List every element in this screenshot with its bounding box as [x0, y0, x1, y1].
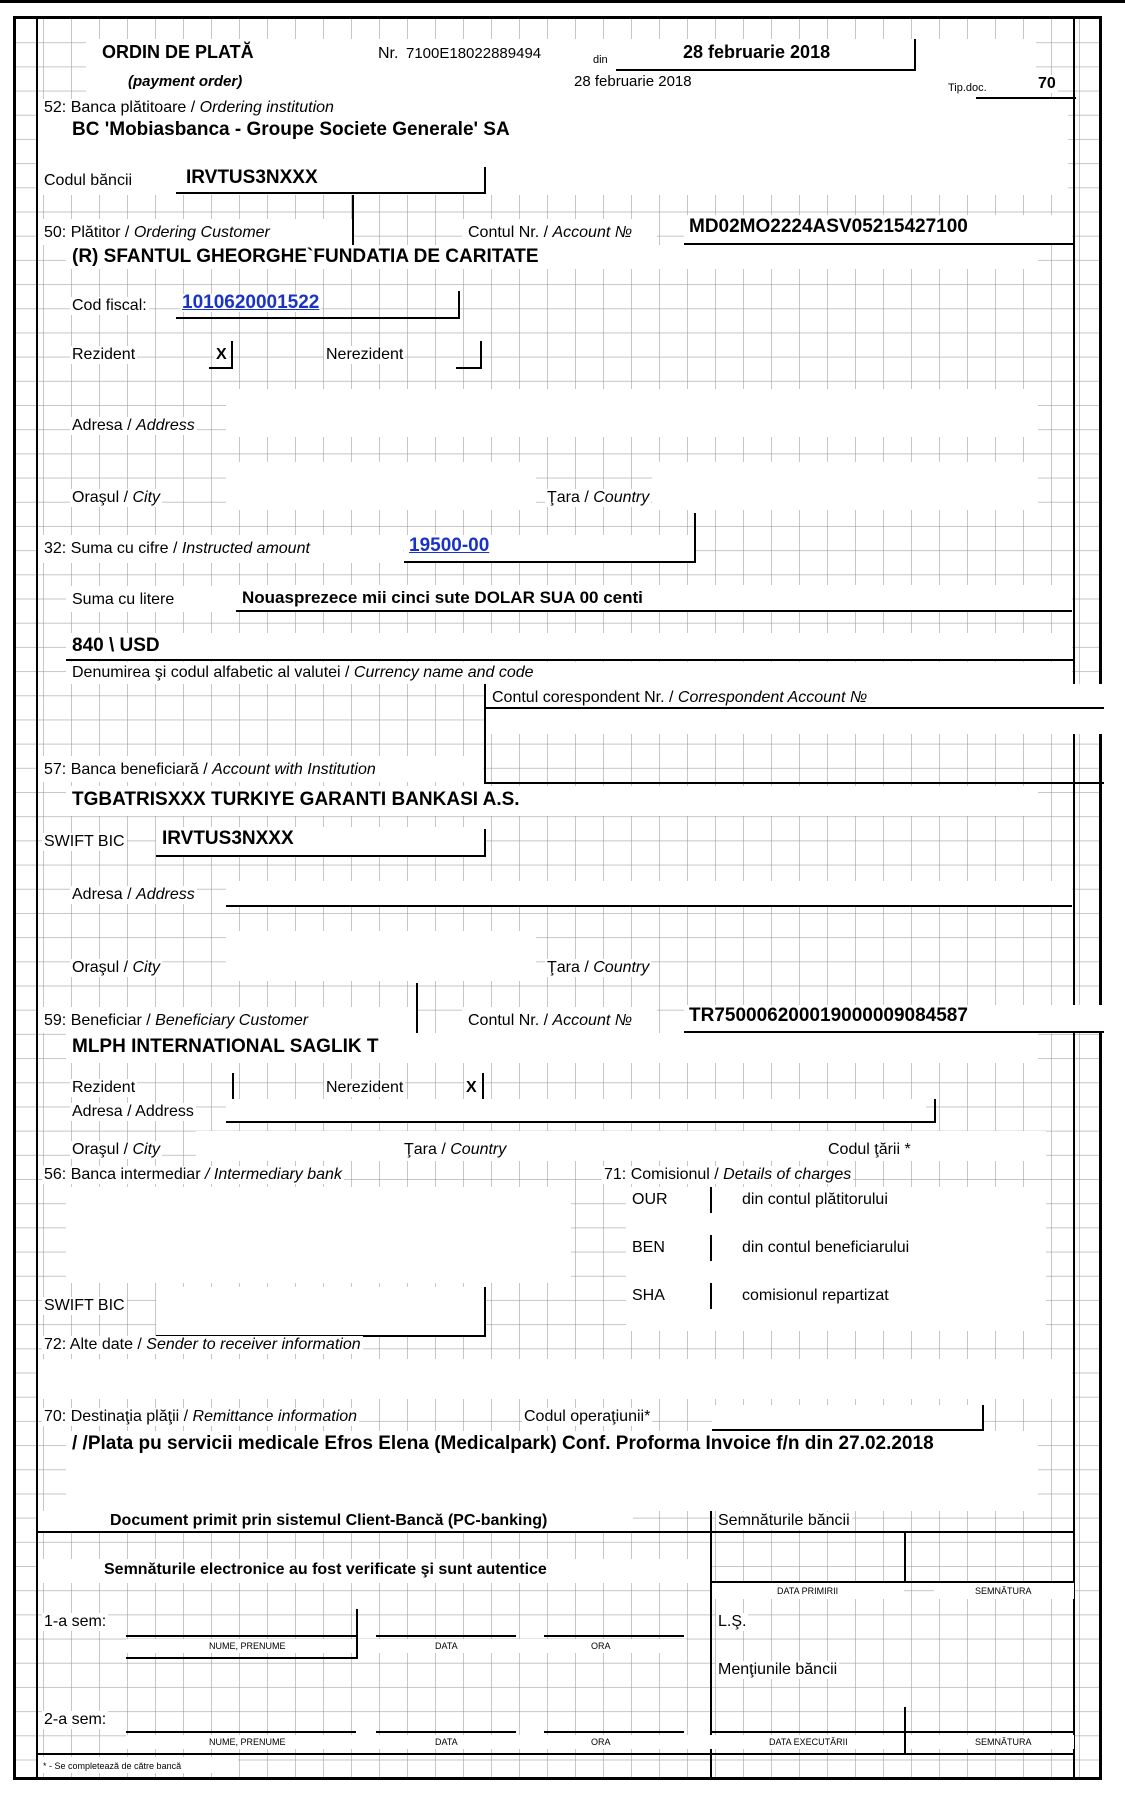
- amount-words-underline: [236, 610, 1072, 612]
- ben-city-label: Oraşul / City: [72, 1141, 161, 1158]
- payer-account-label: Contul Nr. / Account №: [468, 224, 633, 241]
- intermediary-label: 56: Banca intermediar / Intermediary bank: [44, 1166, 342, 1183]
- nr-value: 7100E18022889494: [406, 45, 542, 62]
- ben-swift-underline: [156, 855, 486, 857]
- tipdoc-label: Tip.doc.: [946, 79, 989, 97]
- charge-our-box[interactable]: [710, 1187, 712, 1213]
- ben-bank-address-label: Adresa / Address: [72, 886, 195, 903]
- date-box-right: [914, 39, 916, 69]
- fiscal-label: Cod fiscal:: [72, 297, 147, 314]
- date-received-label: DATA PRIMIRII: [777, 1586, 839, 1596]
- signature-label-1: SEMNĂTURA: [975, 1586, 1032, 1596]
- currency-value: 840 \ USD: [72, 635, 160, 656]
- exec-date-label: DATA EXECUTĂRII: [769, 1737, 848, 1747]
- form-subtitle: (payment order): [128, 73, 243, 90]
- payer-city-field[interactable]: [226, 462, 536, 510]
- corr-account-left: [484, 684, 486, 784]
- other-info-field[interactable]: [38, 1359, 1072, 1399]
- payment-order-form: [13, 16, 1102, 1780]
- beneficiary-bank-name: TGBATRISXXX TURKIYE GARANTI BANKASI A.S.: [72, 789, 520, 810]
- sem1-label: 1-a sem:: [44, 1613, 107, 1630]
- sem1-box-right: [356, 1609, 358, 1659]
- sig-note: Semnăturile electronice au fost verificate şi sunt autentice: [104, 1561, 547, 1578]
- ben-address-box-right: [934, 1099, 936, 1123]
- ben-bank-address-field[interactable]: [226, 881, 1072, 905]
- payer-label: 50: Plătitor / Ordering Customer: [44, 224, 270, 241]
- exec-col-div: [904, 1707, 906, 1753]
- date-small: 28 februarie 2018: [574, 73, 692, 90]
- sem1-box-bottom: [126, 1657, 356, 1659]
- charge-ben-text: din contul beneficiarului: [742, 1239, 910, 1256]
- currency-label: Denumirea şi codul alfabetic al valutei / Currency name and code: [72, 664, 534, 681]
- ben-swift-label: SWIFT BIC: [44, 833, 125, 850]
- ben-address-field[interactable]: [226, 1099, 926, 1121]
- charge-sha-text: comisionul repartizat: [742, 1287, 889, 1304]
- form-title: ORDIN DE PLATĂ: [102, 42, 254, 62]
- sem1-date-line[interactable]: [376, 1635, 516, 1637]
- ordering-bank-name: BC 'Mobiasbanca - Groupe Societe Generale' SA: [72, 119, 510, 140]
- payer-resident-check[interactable]: X: [216, 346, 227, 363]
- sem1-name-col: NUME, PRENUME: [209, 1641, 286, 1651]
- corr-account-label: Contul corespondent Nr. / Correspondent Account №: [492, 689, 868, 706]
- bank-code-label: Codul băncii: [44, 172, 133, 189]
- ben-account-label: Contul Nr. / Account №: [468, 1012, 633, 1029]
- payer-resident-box: [209, 367, 233, 369]
- bank-code-box-right: [484, 167, 486, 194]
- currency-underline: [66, 659, 1074, 661]
- amount-box-right: [694, 513, 696, 563]
- beneficiary-divider: [416, 983, 418, 1033]
- bank-code-underline: [176, 192, 486, 194]
- ben-address-underline: [226, 1121, 936, 1123]
- ben-swift-box-right: [484, 829, 486, 857]
- ben-address-label: Adresa / Address: [72, 1103, 194, 1120]
- payer-resident-box-right: [231, 341, 233, 369]
- charge-our-code: OUR: [632, 1191, 668, 1208]
- ben-city-area[interactable]: [196, 1131, 1046, 1161]
- charge-our-text: din contul plătitorului: [742, 1191, 888, 1208]
- sem2-hour-col: ORA: [591, 1737, 611, 1747]
- charge-sha-box[interactable]: [710, 1283, 712, 1309]
- bank-signatures-label: Semnăturile băncii: [718, 1512, 850, 1529]
- payer-nonresident-box-right: [480, 341, 482, 369]
- ls-label: L.Ş.: [718, 1613, 747, 1630]
- amount-value[interactable]: 19500-00: [409, 535, 490, 556]
- ben-nonresident-label: Nerezident: [326, 1079, 404, 1096]
- tipdoc-value: 70: [1038, 75, 1056, 92]
- corr-account-line: [486, 707, 1104, 709]
- payer-country-field[interactable]: [652, 462, 1038, 510]
- corr-account-bottom: [486, 782, 1104, 784]
- sem1-hour-col: ORA: [591, 1641, 611, 1651]
- footer-top-rule: [38, 1531, 1074, 1533]
- ben-swift-value: IRVTUS3NXXX: [162, 828, 294, 849]
- payer-divider: [352, 195, 354, 245]
- ben-bank-city-field[interactable]: [226, 931, 536, 981]
- payer-resident-label: Rezident: [72, 346, 136, 363]
- beneficiary-label: 59: Beneficiar / Beneficiary Customer: [44, 1012, 309, 1029]
- op-code-right: [982, 1405, 984, 1431]
- fiscal-value[interactable]: 1010620001522: [182, 292, 320, 313]
- ben-nonresident-box-right: [482, 1073, 484, 1099]
- sem2-name-col: NUME, PRENUME: [209, 1737, 286, 1747]
- bank-code-value: IRVTUS3NXXX: [186, 167, 318, 188]
- charges-label: 71: Comisionul / Details of charges: [604, 1166, 852, 1183]
- ben-bank-city-label: Oraşul / City: [72, 959, 161, 976]
- sem2-hour-line[interactable]: [544, 1731, 684, 1733]
- country-code-label: Codul ţării *: [828, 1141, 911, 1158]
- ben-bank-address-underline: [226, 905, 1072, 907]
- amount-words-value: Nouasprezece mii cinci sute DOLAR SUA 00 centi: [242, 588, 643, 607]
- right-margin-line: [1073, 19, 1075, 1777]
- charge-ben-code: BEN: [632, 1239, 665, 1256]
- date-bold: 28 februarie 2018: [683, 42, 831, 62]
- exec-row-rule: [712, 1731, 1074, 1733]
- sig-row-rule-1: [712, 1581, 1074, 1583]
- charge-sha-code: SHA: [632, 1287, 665, 1304]
- beneficiary-name: MLPH INTERNATIONAL SAGLIK T: [72, 1036, 379, 1057]
- doc-note: Document primit prin sistemul Client-Bancă (PC-banking): [110, 1512, 548, 1529]
- ordering-bank-label: 52: Banca plătitoare / Ordering institution: [44, 99, 334, 116]
- sem2-date-col: DATA: [435, 1737, 458, 1747]
- beneficiary-bank-label: 57: Banca beneficiară / Account with Institution: [44, 761, 376, 778]
- sem2-date-line[interactable]: [376, 1731, 516, 1733]
- payer-city-label: Oraşul / City: [72, 489, 161, 506]
- signature-label-2: SEMNĂTURA: [975, 1737, 1032, 1747]
- op-code-label: Codul operaţiunii*: [524, 1408, 651, 1425]
- sem2-label: 2-a sem:: [44, 1711, 107, 1728]
- sem1-hour-line[interactable]: [544, 1635, 684, 1637]
- ben-nonresident-check[interactable]: X: [466, 1079, 477, 1096]
- int-swift-right: [484, 1287, 486, 1337]
- nr-label: Nr.: [378, 45, 399, 62]
- amount-label: 32: Suma cu cifre / Instructed amount: [44, 540, 310, 557]
- amount-words-label: Suma cu litere: [72, 591, 175, 608]
- payer-name: (R) SFANTUL GHEORGHE`FUNDATIA DE CARITATE: [72, 246, 539, 267]
- footer-bottom-rule: [38, 1753, 1074, 1755]
- sig-col-div-1: [904, 1531, 906, 1583]
- currency-box: [66, 633, 1072, 659]
- payer-country-label: Ţara / Country: [547, 489, 650, 506]
- ben-resident-label: Rezident: [72, 1079, 136, 1096]
- int-swift-label: SWIFT BIC: [44, 1297, 125, 1314]
- remittance-label: 70: Destinaţia plăţii / Remittance information: [44, 1408, 358, 1425]
- ben-bank-country-label: Ţara / Country: [547, 959, 650, 976]
- footnote: * - Se completează de către bancă: [43, 1761, 182, 1771]
- payer-address-field[interactable]: [226, 389, 1038, 437]
- amount-underline: [404, 561, 696, 563]
- other-info-label: 72: Alte date / Sender to receiver information: [44, 1336, 361, 1353]
- intermediary-field[interactable]: [66, 1187, 571, 1283]
- din-label: din: [591, 51, 610, 69]
- bank-notes-label: Menţiunile băncii: [718, 1661, 838, 1678]
- ben-resident-box[interactable]: [232, 1073, 234, 1099]
- remittance-value: / /Plata pu servicii medicale Efros Elena (Medicalpark) Conf. Proforma Invoice f/n din 27.02.2018: [72, 1433, 934, 1454]
- top-rule: [0, 0, 1125, 3]
- ben-account-value: TR750006200019000009084587: [689, 1005, 968, 1026]
- op-code-field[interactable]: [712, 1405, 982, 1429]
- sem2-name-line[interactable]: [126, 1731, 356, 1733]
- sem1-name-line[interactable]: [126, 1635, 356, 1637]
- payer-nonresident-label: Nerezident: [326, 346, 404, 363]
- date-underline: [616, 69, 916, 71]
- payer-account-value: MD02MO2224ASV05215427100: [689, 216, 968, 237]
- sem1-date-col: DATA: [435, 1641, 458, 1651]
- fiscal-box-right: [458, 291, 460, 319]
- charge-ben-box[interactable]: [710, 1235, 712, 1261]
- ben-country-label: Ţara / Country: [404, 1141, 507, 1158]
- payer-nonresident-box[interactable]: [456, 367, 482, 369]
- payer-address-label: Adresa / Address: [72, 417, 195, 434]
- fiscal-underline: [176, 317, 460, 319]
- int-swift-box[interactable]: [156, 1287, 484, 1335]
